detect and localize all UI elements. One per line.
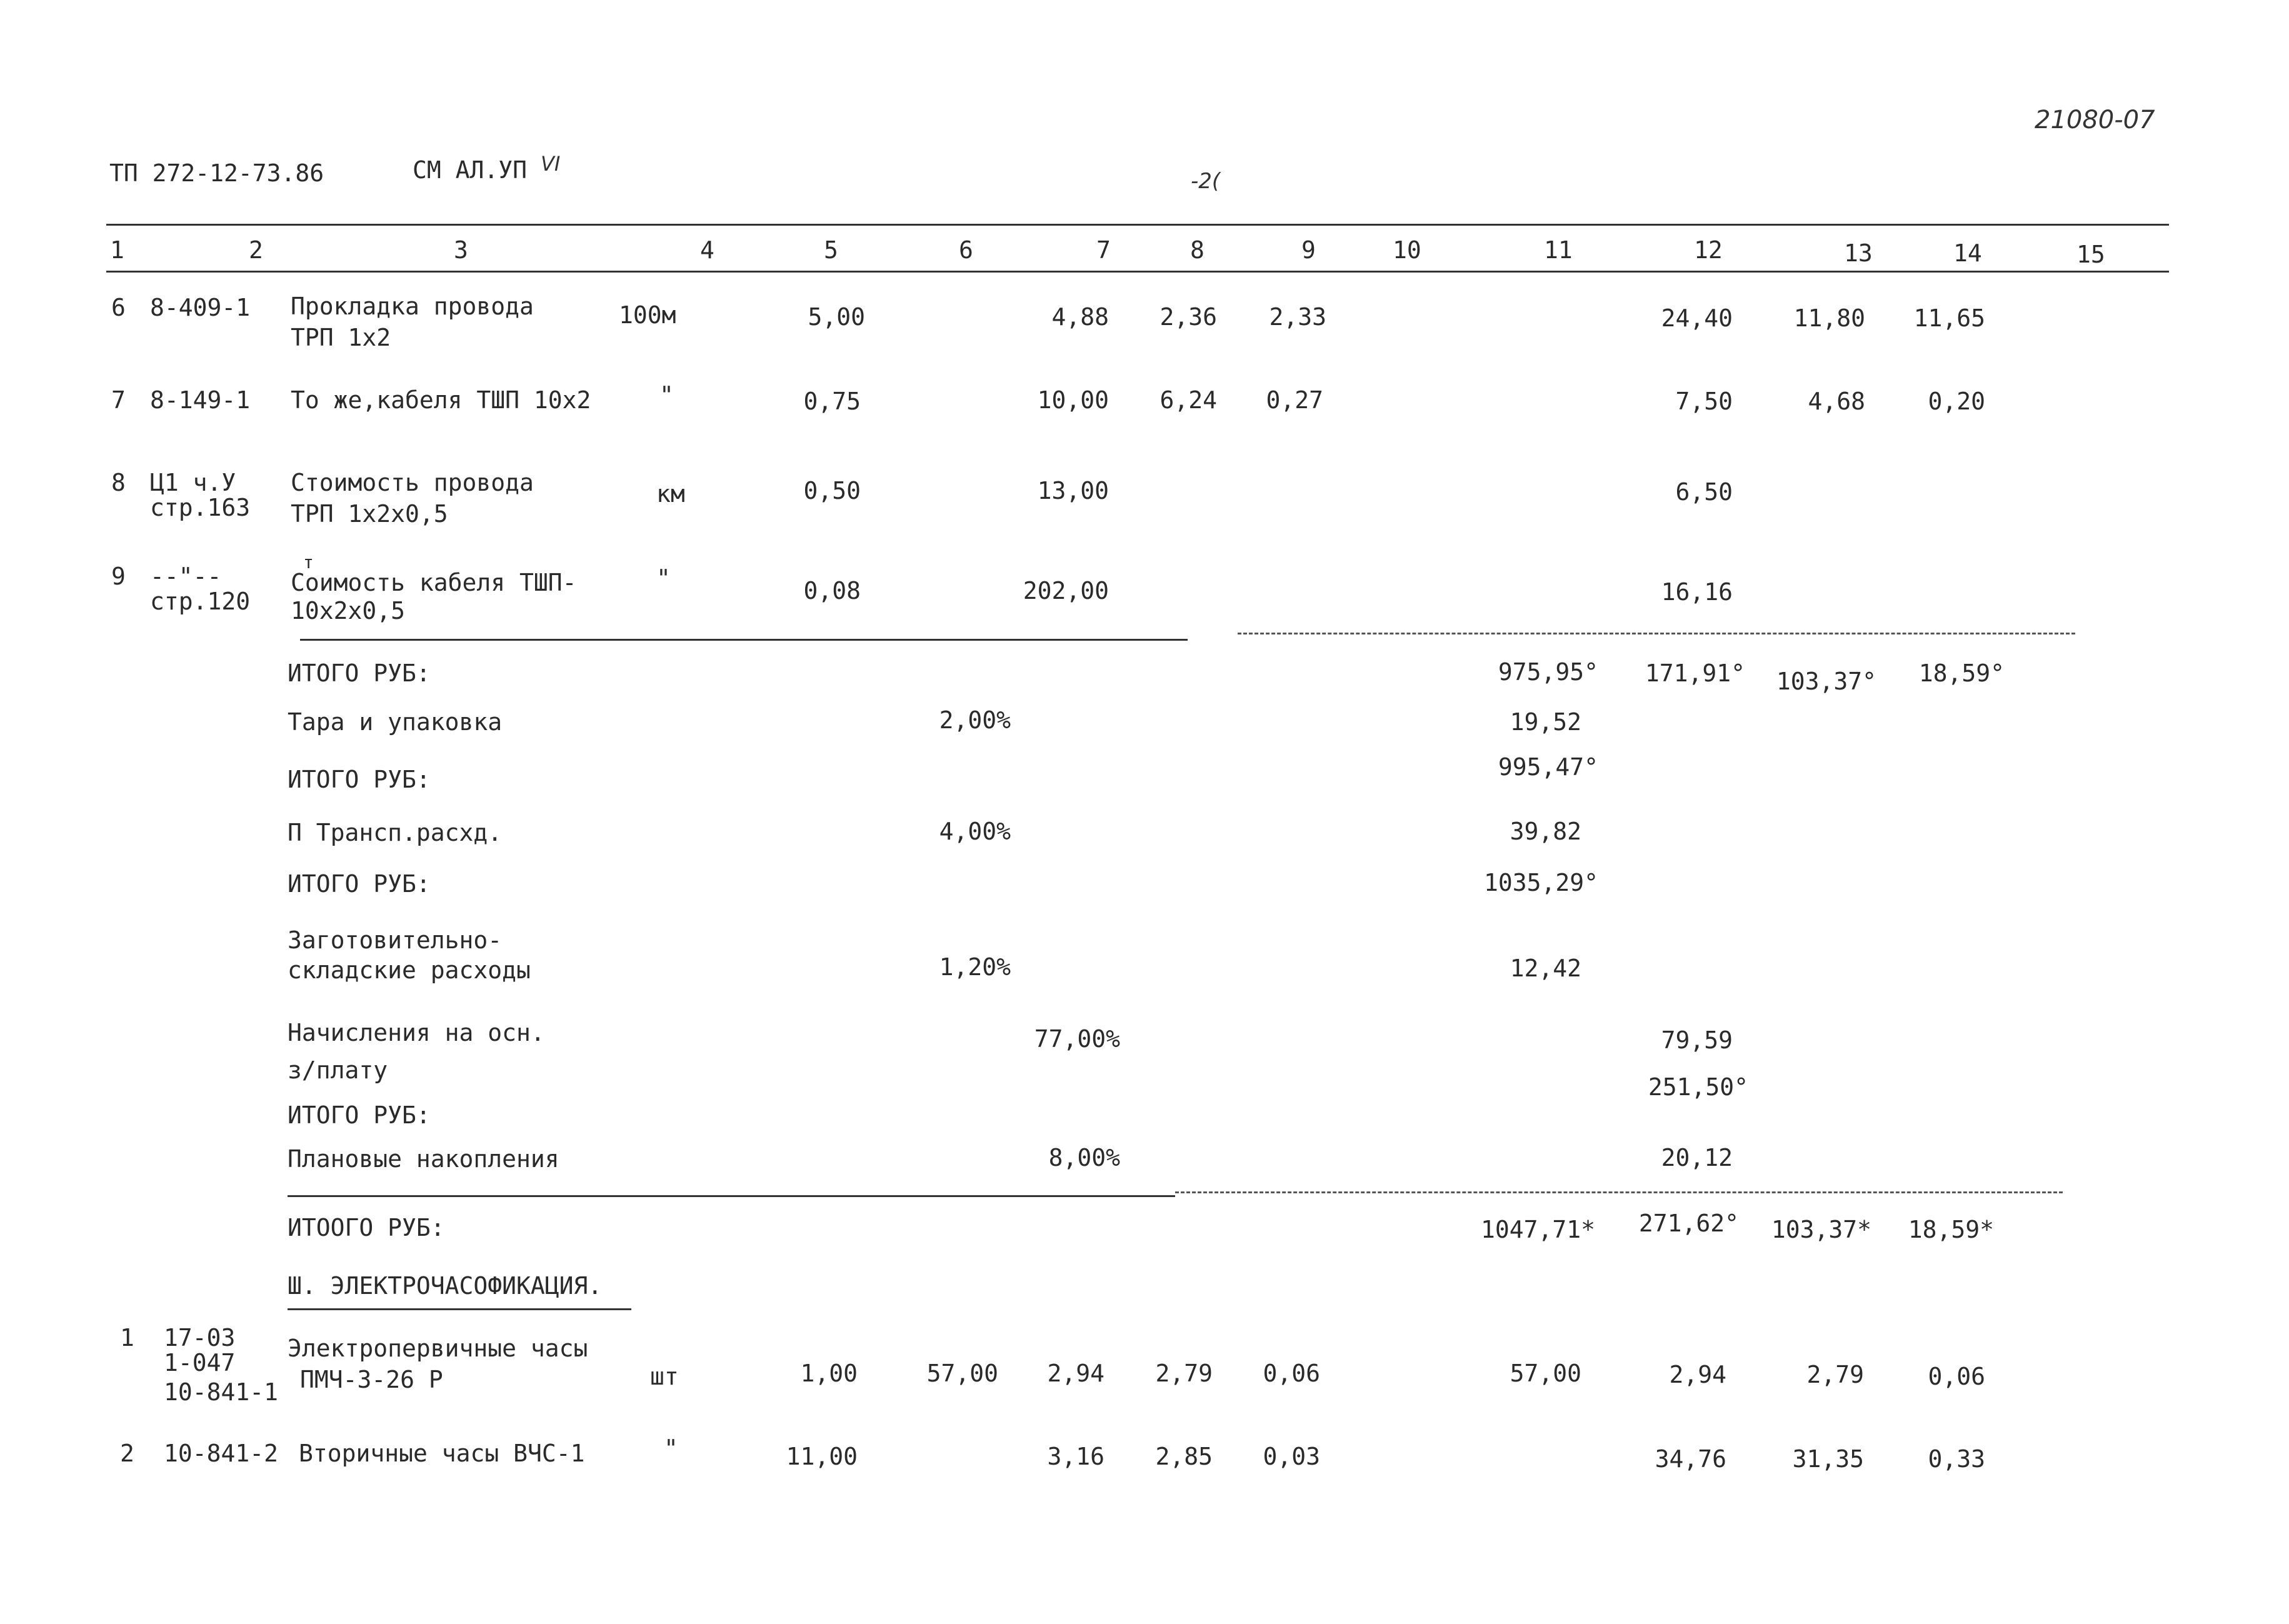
album-mark: VI: [541, 152, 561, 176]
row8-c12: 6,50: [1675, 478, 1733, 506]
s3-row1-c13: 2,79: [1806, 1361, 1864, 1388]
header-rule-top: [106, 224, 2169, 226]
row9-name-1: Соимость кабеля ТШП-: [291, 569, 577, 596]
col-3: 3: [454, 236, 468, 264]
zagot-c11: 12,42: [1510, 955, 1581, 982]
row7-unit: ": [659, 381, 674, 409]
row9-name-mark: т: [303, 552, 314, 573]
nachisl-label-2: з/плату: [288, 1056, 388, 1084]
itogo4-label: ИТОГО РУБ:: [288, 1101, 431, 1129]
transp-pct: 4,00%: [939, 818, 1011, 845]
col-8: 8: [1190, 236, 1205, 264]
row6-name-1: Прокладка провода: [291, 293, 534, 320]
row8-name-1: Стоимость провода: [291, 469, 534, 496]
nachisl-label-1: Начисления на осн.: [288, 1019, 545, 1046]
col-13: 13: [1844, 239, 1873, 267]
itogo5-c13: 103,37*: [1771, 1216, 1871, 1243]
itogo1-c14: 18,59°: [1918, 659, 2005, 687]
col-14: 14: [1953, 239, 1982, 267]
s3-row1-code-1: 17-03: [164, 1324, 236, 1351]
nachisl-pct: 77,00%: [1034, 1025, 1120, 1053]
row8-code-1: Ц1 ч.У: [150, 469, 236, 496]
row8-name-2: ТРП 1х2х0,5: [291, 500, 448, 528]
row8-code-2: стр.163: [150, 494, 251, 521]
s3-row2-c12: 34,76: [1655, 1445, 1726, 1473]
itogo1-c13: 103,37°: [1776, 668, 1876, 695]
row7-c9: 0,27: [1266, 386, 1323, 414]
s3-row1-code-3: 10-841-1: [164, 1378, 279, 1406]
page-mark: -2(: [1191, 169, 1221, 194]
col-1: 1: [110, 236, 124, 264]
col-4: 4: [700, 236, 714, 264]
row7-code: 8-149-1: [150, 386, 251, 414]
itogo2-c11: 995,47°: [1498, 753, 1598, 781]
s3-row1-c11: 57,00: [1510, 1360, 1581, 1387]
s3-row2-c14: 0,33: [1928, 1445, 1985, 1473]
s3-row2-c13: 31,35: [1792, 1445, 1864, 1473]
transp-c11: 39,82: [1510, 818, 1581, 845]
itogo5-label: ИТООГО РУБ:: [288, 1214, 445, 1241]
section3-title: Ш. ЭЛЕКТРОЧАСОФИКАЦИЯ.: [288, 1272, 603, 1300]
itogo3-label: ИТОГО РУБ:: [288, 870, 431, 898]
section3-title-underline: [288, 1308, 631, 1310]
s3-row1-name-1: Электропервичные часы: [288, 1335, 588, 1362]
itogo5-c12: 271,62°: [1638, 1210, 1739, 1237]
col-10: 10: [1393, 236, 1421, 264]
itogo4-c12: 251,50°: [1648, 1073, 1748, 1101]
s3-row2-c9: 0,03: [1263, 1443, 1320, 1470]
s3-row1-code-2: 1-047: [164, 1349, 236, 1376]
row6-c13: 11,80: [1793, 304, 1865, 332]
plan-c12: 20,12: [1661, 1144, 1733, 1171]
s3-row1-c6: 57,00: [926, 1360, 998, 1387]
col-12: 12: [1694, 236, 1723, 264]
s3-row2-code: 10-841-2: [164, 1440, 279, 1467]
s3-row1-unit: шт: [650, 1363, 679, 1390]
row9-num: 9: [111, 563, 126, 590]
row7-c7: 10,00: [1037, 386, 1109, 414]
s3-row1-c14: 0,06: [1928, 1363, 1985, 1390]
s3-row2-qty: 11,00: [786, 1443, 858, 1470]
row7-num: 7: [111, 386, 126, 414]
s3-row1-num: 1: [120, 1324, 134, 1351]
row9-unit: ": [656, 564, 671, 592]
row8-num: 8: [111, 469, 126, 496]
itogo5-c11: 1047,71*: [1480, 1216, 1595, 1243]
col-6: 6: [959, 236, 973, 264]
s3-row1-c12: 2,94: [1669, 1361, 1726, 1388]
plan-label: Плановые накопления: [288, 1145, 559, 1173]
row8-unit: км: [656, 480, 685, 508]
project-code: ТП 272-12-73.86: [109, 159, 324, 187]
zagot-label-2: складские расходы: [288, 956, 531, 984]
s3-row2-c8: 2,85: [1155, 1443, 1213, 1470]
album-code: СМ АЛ.УП: [413, 156, 528, 184]
header-rule-bottom: [106, 271, 2169, 273]
row6-c7: 4,88: [1051, 303, 1109, 331]
col-5: 5: [824, 236, 838, 264]
itogo3-c11: 1035,29°: [1483, 869, 1598, 896]
tara-pct: 2,00%: [939, 706, 1011, 734]
row7-c14: 0,20: [1928, 388, 1985, 415]
col-9: 9: [1301, 236, 1316, 264]
s3-row1-name-2: ПМЧ-3-26 Р: [300, 1366, 443, 1393]
row7-c12: 7,50: [1675, 388, 1733, 415]
row9-code-2: стр.120: [150, 588, 251, 615]
s3-row2-unit: ": [664, 1435, 678, 1462]
col-11: 11: [1544, 236, 1573, 264]
row6-num: 6: [111, 294, 126, 321]
row6-c14: 11,65: [1913, 304, 1985, 332]
row8-qty: 0,50: [803, 477, 861, 504]
itogo1-c12: 171,91°: [1645, 659, 1745, 687]
s3-row1-c7: 2,94: [1047, 1360, 1104, 1387]
row7-c8: 6,24: [1160, 386, 1217, 414]
itogo1-c11: 975,95°: [1498, 658, 1598, 686]
s3-row2-c7: 3,16: [1047, 1443, 1104, 1470]
row9-c7: 202,00: [1023, 577, 1109, 604]
s3-row1-c8: 2,79: [1155, 1360, 1213, 1387]
rule-subtotal: [300, 639, 1188, 641]
row6-unit: 100м: [619, 301, 676, 329]
rule-total: [288, 1195, 1175, 1197]
row6-c8: 2,36: [1160, 303, 1217, 331]
zagot-label-1: Заготовительно-: [288, 926, 503, 954]
itogo2-label: ИТОГО РУБ:: [288, 766, 431, 793]
itogo5-c14: 18,59*: [1908, 1216, 1994, 1243]
row9-qty: 0,08: [803, 577, 861, 604]
row7-c13: 4,68: [1808, 388, 1865, 415]
row9-c12: 16,16: [1661, 578, 1733, 606]
row6-c9: 2,33: [1269, 303, 1326, 331]
s3-row1-qty: 1,00: [800, 1360, 858, 1387]
row6-qty: 5,00: [808, 303, 865, 331]
tara-c11: 19,52: [1510, 708, 1581, 736]
row9-name-2: 10х2х0,5: [291, 597, 406, 624]
s3-row1-c9: 0,06: [1263, 1360, 1320, 1387]
s3-row2-num: 2: [120, 1440, 134, 1467]
zagot-pct: 1,20%: [939, 953, 1011, 981]
rule-total-dash: [1175, 1191, 2063, 1193]
tara-label: Тара и упаковка: [288, 708, 503, 736]
row6-c12: 24,40: [1661, 304, 1733, 332]
row7-qty: 0,75: [803, 388, 861, 415]
row9-code-1: --"--: [150, 563, 222, 590]
row7-name: То же,кабеля ТШП 10х2: [291, 386, 591, 414]
row8-c7: 13,00: [1037, 477, 1109, 504]
col-15: 15: [2076, 241, 2105, 268]
nachisl-c12: 79,59: [1661, 1026, 1733, 1054]
row6-name-2: ТРП 1х2: [291, 324, 391, 351]
plan-pct: 8,00%: [1048, 1144, 1120, 1171]
col-7: 7: [1096, 236, 1111, 264]
row6-code: 8-409-1: [150, 294, 251, 321]
document-number: 21080-07: [2035, 106, 2155, 134]
col-2: 2: [249, 236, 263, 264]
transp-label: П Трансп.расхд.: [288, 819, 503, 846]
rule-subtotal-dash: [1238, 633, 2075, 634]
s3-row2-name: Вторичные часы ВЧС-1: [299, 1440, 585, 1467]
itogo1-label: ИТОГО РУБ:: [288, 659, 431, 687]
